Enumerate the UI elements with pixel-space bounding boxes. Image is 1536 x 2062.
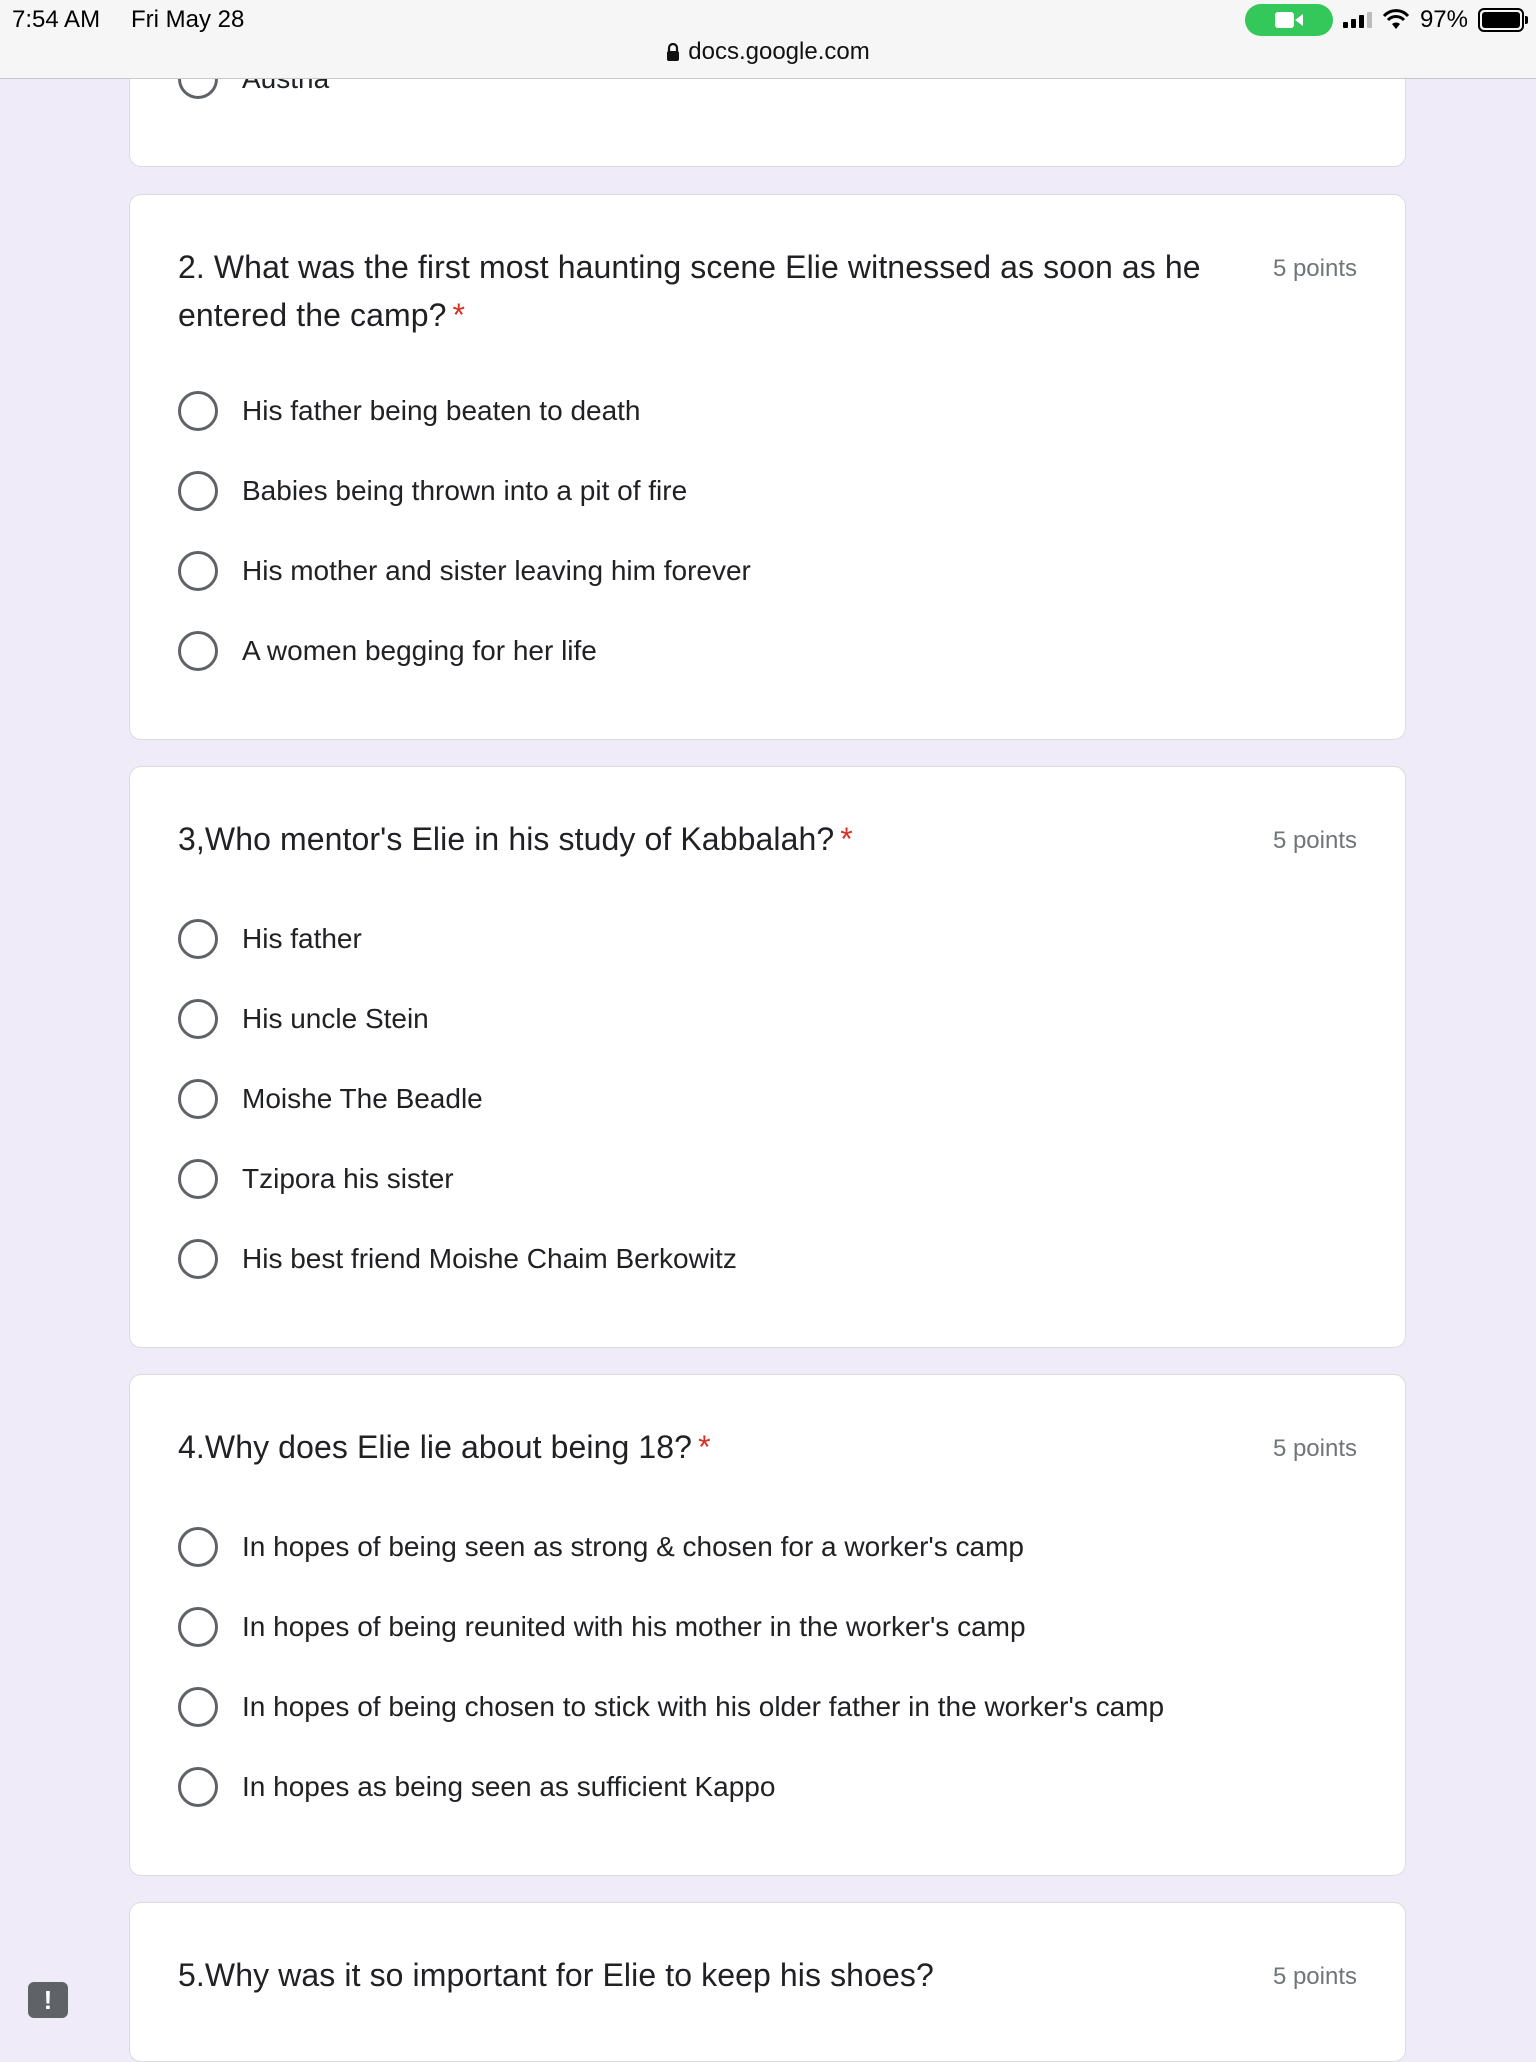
points-label: 5 points [1272,1435,1357,1462]
radio-option[interactable] [178,1765,775,1809]
option-label: In hopes of being seen as strong & chosen for a worker's camp [242,1531,1025,1562]
radio-option[interactable] [178,997,429,1041]
question-card-5 [129,1902,1406,2062]
radio-option[interactable] [178,1237,737,1281]
option-label: Tzipora his sister [242,1163,454,1194]
radio-option[interactable] [178,389,641,433]
option-label: His father [242,923,362,954]
radio-button-icon[interactable] [178,551,218,591]
option-label: His uncle Stein [242,1003,429,1034]
option-label: Moishe The Beadle [242,1083,483,1114]
status-time: 7:54 AM [12,6,101,33]
question-card-4 [129,1374,1406,1876]
status-icons [1245,4,1524,36]
radio-button-icon[interactable] [178,1527,218,1567]
points-label: 5 points [1272,1963,1357,1990]
radio-option[interactable] [178,1525,1024,1569]
option-label: In hopes of being chosen to stick with his older father in the worker's camp [242,1691,1165,1722]
points-label: 5 points [1272,827,1357,854]
radio-button-icon[interactable] [178,471,218,511]
option-label: His best friend Moishe Chaim Berkowitz [242,1243,737,1274]
question-card-2 [129,194,1406,740]
option-label: A women begging for her life [242,635,597,666]
option-label: In hopes of being reunited with his mother in the worker's camp [242,1611,1026,1642]
radio-option[interactable] [178,1157,454,1201]
radio-option[interactable] [178,629,597,673]
radio-button-icon[interactable] [178,919,218,959]
wifi-icon [1382,9,1410,31]
report-problem-button[interactable]: ! [28,1982,68,2018]
radio-option[interactable] [178,1077,483,1121]
radio-option[interactable] [178,1685,1164,1729]
video-camera-icon [1274,10,1304,30]
battery-icon [1478,8,1524,32]
address-bar[interactable] [0,38,1536,66]
radio-button-icon[interactable] [178,1239,218,1279]
option-label: In hopes as being seen as sufficient Kappo [242,1771,776,1802]
radio-button-icon[interactable] [178,631,218,671]
radio-option[interactable] [178,549,751,593]
required-star: * [840,821,853,857]
status-bar [0,0,1536,79]
question-card-3 [129,766,1406,1348]
url-text: docs.google.com [688,38,870,65]
battery-percent: 97% [1419,6,1468,33]
question-title: 5.Why was it so important for Elie to keep his shoes? [178,1957,934,1993]
lock-icon [666,43,680,61]
question-title: 4.Why does Elie lie about being 18? * [178,1429,711,1465]
radio-button-icon[interactable] [178,1159,218,1199]
facetime-indicator[interactable] [1245,4,1333,36]
radio-button-icon[interactable] [178,1607,218,1647]
radio-button-icon[interactable] [178,1079,218,1119]
option-label: His father being beaten to death [242,395,641,426]
option-label: Babies being thrown into a pit of fire [242,475,688,506]
question-title: 3,Who mentor's Elie in his study of Kabbalah? * [178,821,853,857]
option-label: His mother and sister leaving him forever [242,555,751,586]
cellular-signal-icon [1343,12,1372,28]
radio-option[interactable] [178,469,687,513]
radio-button-icon[interactable] [178,1767,218,1807]
points-label: 5 points [1272,255,1357,282]
required-star: * [452,297,466,333]
radio-button-icon[interactable] [178,1687,218,1727]
question-title: 2. What was the first most haunting scene Elie witnessed as soon as he entered the camp? * [178,249,1201,333]
radio-button-icon[interactable] [178,999,218,1039]
radio-button-icon[interactable] [178,391,218,431]
required-star: * [698,1429,711,1465]
status-date: Fri May 28 [131,6,245,33]
radio-option[interactable] [178,1605,1026,1649]
radio-option[interactable] [178,917,362,961]
